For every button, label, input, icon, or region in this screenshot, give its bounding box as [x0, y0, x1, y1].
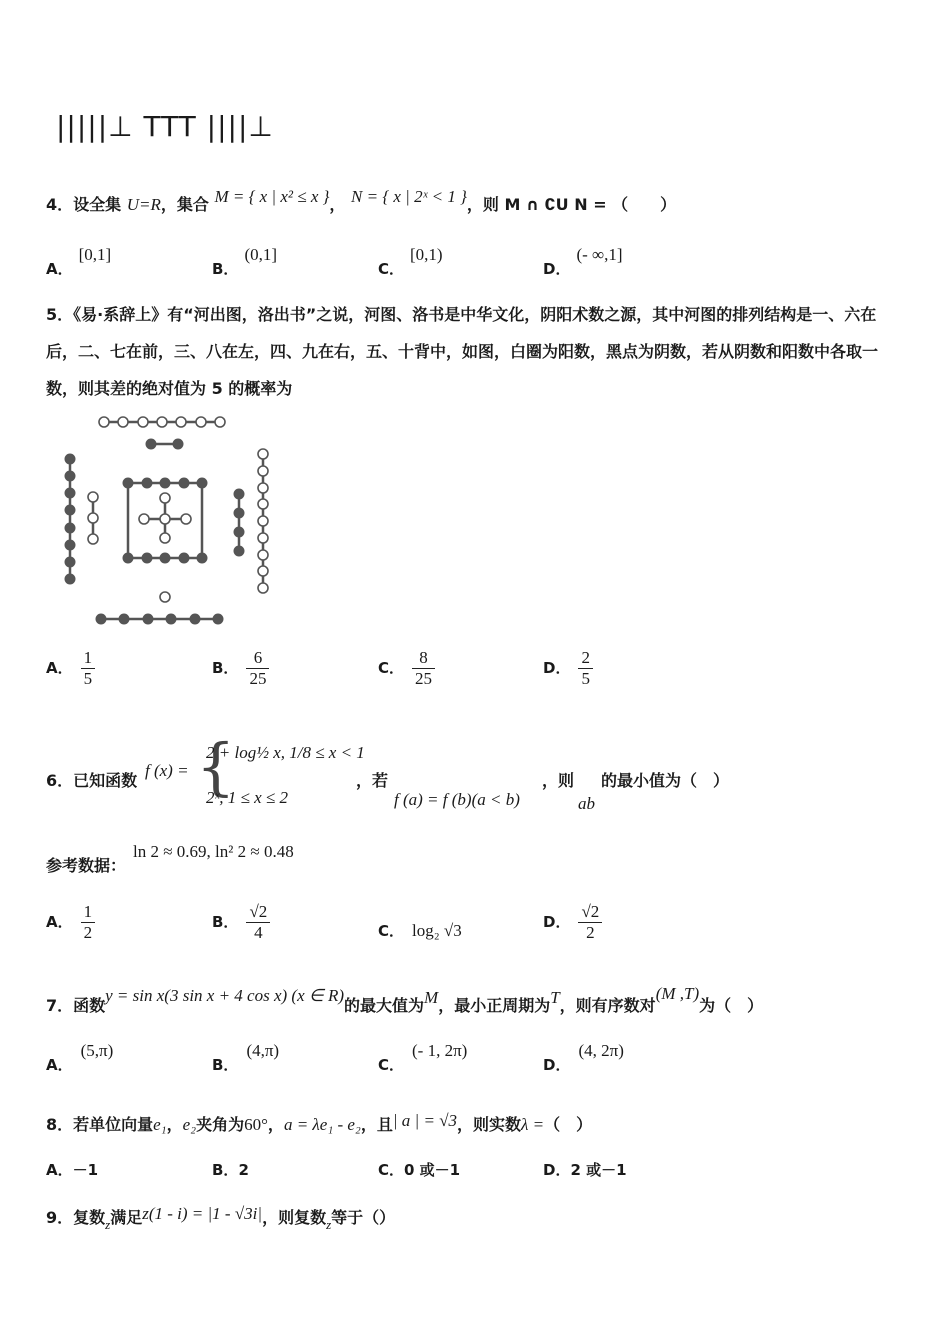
dot-black: [65, 505, 75, 515]
option-value: (4, 2π): [578, 1041, 624, 1060]
q7-option-d: [543, 1040, 624, 1074]
option-value: (5,π): [80, 1041, 114, 1060]
dot-black: [65, 471, 75, 481]
q8-t3: ，则实数: [457, 1115, 522, 1134]
dot-black: [123, 478, 133, 488]
option-value: (- ∞,1]: [576, 245, 623, 264]
q8-angle: 60°: [244, 1115, 268, 1134]
q6-brace: {: [196, 730, 236, 803]
option-label: C．: [378, 1161, 405, 1179]
dot-white: [138, 417, 148, 427]
q8-comma-2: ，: [267, 1115, 284, 1134]
q9-z: z: [105, 1217, 111, 1232]
q4-option-a: [46, 244, 112, 278]
option-label: A．: [46, 913, 73, 931]
q4-option-d: [543, 244, 623, 278]
q6-option-d: [543, 902, 602, 943]
dot-white: [160, 533, 170, 543]
option-value: 2 或－1: [570, 1161, 627, 1179]
dot-white: [258, 466, 268, 476]
dot-white: [88, 534, 98, 544]
q4-prefix: 4．设全集: [46, 195, 127, 214]
option-fraction: [578, 902, 602, 943]
option-value: (0,1]: [244, 245, 278, 264]
dot-black: [213, 614, 223, 624]
fraction-denominator: 2: [83, 923, 93, 942]
question-5-text: 5．《易·系辞上》有“河出图，洛出书”之说，河图、洛书是中华文化，阴阳术数之源，其中河图的排列结构是一、六在后，二、七在前，三、八在左，四、九在右，五、十背中，如图，白圈为阳数，黑点为阴数，若从阴数和阳数中各取一数，则其差的绝对值为 5 的概率为: [46, 305, 879, 398]
option-label: D．: [543, 659, 571, 677]
dot-black: [234, 546, 244, 556]
q7-option-a: [46, 1040, 114, 1074]
q8-option-c: [378, 1159, 460, 1180]
q5-option-b: [212, 648, 269, 689]
option-fraction: [246, 648, 269, 689]
dot-white: [258, 533, 268, 543]
q7-t1: 的最大值为: [344, 996, 425, 1015]
option-label: D．: [543, 913, 571, 931]
q7-function: y = sin x(3 sin x + 4 cos x) (x ∈ R): [105, 986, 344, 1005]
option-label: B．: [212, 1161, 239, 1179]
option-label: C．: [378, 922, 405, 940]
q9-z2: z: [326, 1217, 332, 1232]
q8-lambda: λ =: [521, 1115, 545, 1134]
dot-black: [197, 478, 207, 488]
fraction-numerator: 6: [246, 648, 269, 669]
q8-norm: | a | = √3: [392, 1111, 458, 1130]
q8-option-d: [543, 1159, 627, 1180]
fraction-denominator: 4: [254, 923, 263, 942]
dot-white: [160, 493, 170, 503]
q6-case-2: 2ˣ, 1 ≤ x ≤ 2: [206, 788, 289, 807]
q9-prefix: 9．复数: [46, 1208, 106, 1227]
option-fraction: [578, 648, 593, 689]
fraction-denominator: 25: [415, 669, 433, 688]
question-9: [46, 1204, 396, 1232]
dot-black: [142, 553, 152, 563]
dot-black: [234, 489, 244, 499]
dot-white: [157, 417, 167, 427]
question-8: [46, 1112, 592, 1135]
dot-white: [258, 566, 268, 576]
option-value: (4,π): [246, 1041, 280, 1060]
option-value: [0,1): [410, 245, 443, 264]
dot-black: [65, 454, 75, 464]
q6-ab: ab: [578, 794, 595, 813]
option-fraction: [246, 902, 270, 943]
fraction-denominator: 5: [83, 669, 93, 688]
fraction-numerator: 1: [81, 648, 96, 669]
fraction-numerator: √2: [578, 902, 602, 923]
option-value: 2: [238, 1161, 249, 1179]
q7-option-b: [212, 1040, 280, 1074]
dot-white: [258, 449, 268, 459]
dot-black: [119, 614, 129, 624]
q4-mid: ，集合: [160, 195, 209, 214]
dot-black: [142, 478, 152, 488]
q8-e2: e₂: [182, 1115, 197, 1134]
question-4: [46, 187, 677, 215]
dot-white: [160, 592, 170, 602]
dot-white: [258, 583, 268, 593]
dot-white: [160, 514, 170, 524]
q8-t4: （ ）: [544, 1115, 593, 1134]
q8-option-a: [46, 1159, 98, 1180]
q4-set-n: N = { x | 2ˣ < 1 }: [351, 187, 467, 206]
q6-option-c: [378, 920, 462, 941]
q7-M: M: [424, 988, 439, 1007]
q6-fx: f (x) =: [145, 761, 189, 780]
q7-t4: 为（ ）: [699, 996, 764, 1015]
option-label: B．: [212, 659, 239, 677]
q7-option-c: [378, 1040, 468, 1074]
fraction-numerator: √2: [246, 902, 270, 923]
q5-option-a: [46, 648, 95, 689]
option-label: A．: [46, 1161, 73, 1179]
hetu-figure: [56, 408, 286, 638]
dot-white: [176, 417, 186, 427]
question-7: [46, 984, 764, 1016]
option-value: (- 1, 2π): [412, 1041, 468, 1060]
q6-reference-label: 参考数据：: [46, 856, 127, 875]
dot-white: [181, 514, 191, 524]
q6-option-b: [212, 902, 270, 943]
option-fraction: [81, 902, 96, 943]
option-fraction: [412, 648, 435, 689]
dot-white: [215, 417, 225, 427]
option-label: B．: [212, 913, 239, 931]
dot-black: [179, 478, 189, 488]
dot-black: [65, 523, 75, 533]
dot-black: [65, 540, 75, 550]
option-value: log₂ √3: [412, 921, 462, 940]
q6-tail: 的最小值为（ ）: [601, 771, 730, 790]
dot-black: [65, 574, 75, 584]
fraction-numerator: 2: [578, 648, 593, 669]
q8-comma-1: ，: [166, 1115, 183, 1134]
option-label: D．: [543, 1056, 571, 1074]
header-glyphs: |||||⊥ TTT ||||⊥: [56, 110, 274, 143]
dot-white: [258, 516, 268, 526]
option-label: D．: [543, 260, 571, 278]
q9-t1: 满足: [110, 1208, 143, 1227]
q4-sep: ，: [329, 195, 346, 214]
q5-option-c: [378, 648, 435, 689]
q6-case-1: 2 + log½ x, 1/8 ≤ x < 1: [206, 743, 365, 762]
option-value: 0 或－1: [404, 1161, 461, 1179]
dot-white: [258, 499, 268, 509]
option-label: A．: [46, 659, 73, 677]
fraction-numerator: 1: [81, 902, 96, 923]
q6-reference-data: ln 2 ≈ 0.69, ln² 2 ≈ 0.48: [133, 842, 294, 861]
q9-t3: 等于（）: [331, 1208, 396, 1227]
q9-equation: z(1 - i) = |1 - √3i|: [142, 1204, 263, 1223]
q6-ruo: ，若: [356, 771, 389, 790]
dot-black: [173, 439, 183, 449]
dot-white: [258, 483, 268, 493]
dot-black: [234, 527, 244, 537]
dot-white: [139, 514, 149, 524]
dot-white: [118, 417, 128, 427]
dot-white: [196, 417, 206, 427]
dot-black: [160, 478, 170, 488]
dot-black: [234, 508, 244, 518]
option-label: A．: [46, 260, 73, 278]
fraction-denominator: 5: [581, 669, 590, 688]
option-label: A．: [46, 1056, 73, 1074]
q7-prefix: 7．函数: [46, 996, 106, 1015]
q4-option-c: [378, 244, 443, 278]
q8-t1: 夹角为: [196, 1115, 245, 1134]
dot-white: [258, 550, 268, 560]
q6-condition: f (a) = f (b)(a < b): [394, 790, 520, 809]
dot-black: [197, 553, 207, 563]
q6-option-a: [46, 902, 95, 943]
option-label: B．: [212, 260, 239, 278]
dot-black: [166, 614, 176, 624]
q6-prefix: 6．已知函数: [46, 771, 138, 790]
dot-black: [146, 439, 156, 449]
option-value: [0,1]: [78, 245, 112, 264]
fraction-denominator: 2: [586, 923, 595, 942]
option-label: C．: [378, 260, 405, 278]
q7-pair: (M ,T): [655, 984, 700, 1003]
q8-prefix: 8．若单位向量: [46, 1115, 154, 1134]
option-fraction: [81, 648, 96, 689]
q9-t2: ，则复数: [262, 1208, 327, 1227]
fraction-numerator: 8: [412, 648, 435, 669]
dot-black: [65, 557, 75, 567]
q4-ask: ，则 M ∩ ∁U N = （ ）: [466, 195, 677, 214]
q7-t2: ，最小正周期为: [438, 996, 551, 1015]
dot-white: [88, 492, 98, 502]
q4-universe: U=R: [126, 195, 161, 214]
q4-option-b: [212, 244, 278, 278]
dot-black: [65, 488, 75, 498]
q8-t2: ，且: [360, 1115, 393, 1134]
q4-set-m: M = { x | x² ≤ x }: [214, 187, 330, 206]
option-label: B．: [212, 1056, 239, 1074]
q7-T: T: [550, 988, 560, 1007]
q8-option-b: [212, 1159, 249, 1180]
q5-option-d: [543, 648, 593, 689]
fraction-denominator: 25: [249, 669, 267, 688]
dot-white: [99, 417, 109, 427]
option-label: C．: [378, 1056, 405, 1074]
dot-black: [179, 553, 189, 563]
dot-black: [96, 614, 106, 624]
q7-t3: ，则有序数对: [559, 996, 656, 1015]
q8-vector-a: a = λe₁ - e₂: [283, 1115, 361, 1134]
q6-ze: ，则: [542, 771, 575, 790]
option-value: －1: [72, 1161, 99, 1179]
option-label: D．: [543, 1161, 571, 1179]
option-label: C．: [378, 659, 405, 677]
dot-white: [88, 513, 98, 523]
q8-e1: e₁: [153, 1115, 167, 1134]
dot-black: [123, 553, 133, 563]
dot-black: [160, 553, 170, 563]
dot-black: [190, 614, 200, 624]
dot-black: [143, 614, 153, 624]
